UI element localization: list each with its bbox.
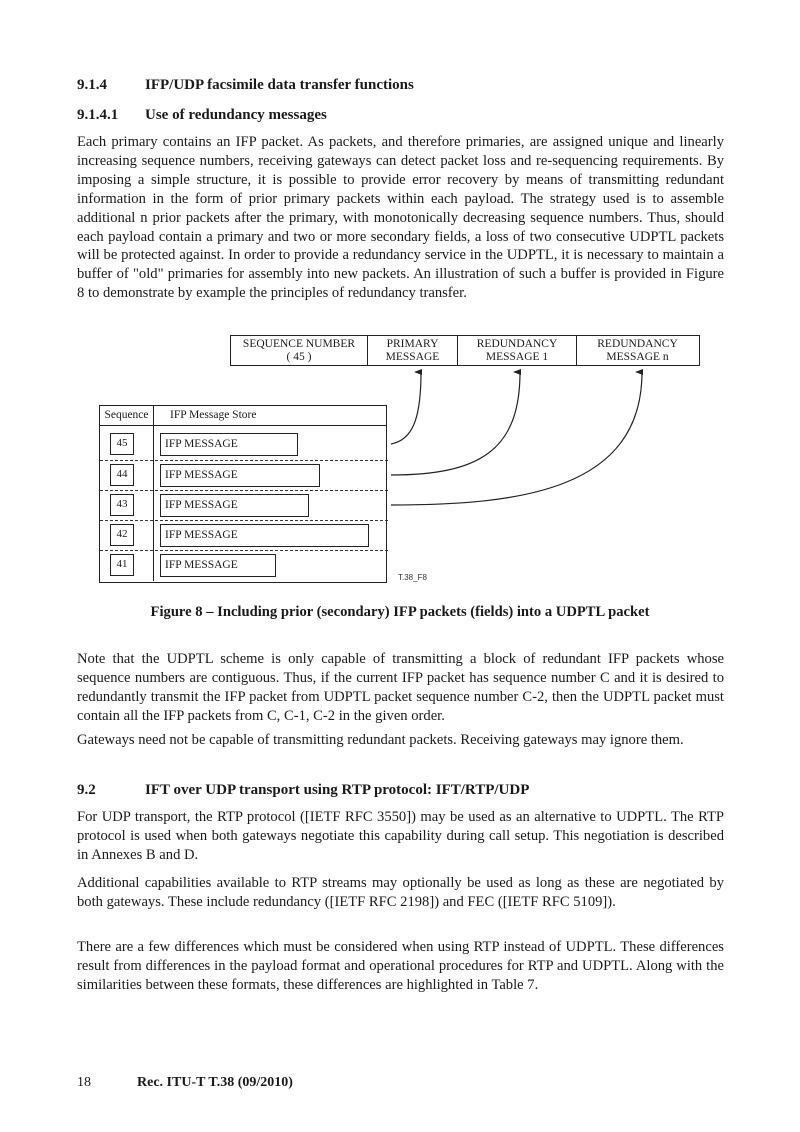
store-row [100, 489, 386, 519]
sequence-box: 42 [110, 524, 134, 546]
packet-field-redundancy-message-n [577, 336, 698, 365]
field-label: MESSAGE 1 [485, 350, 549, 363]
recommendation-id: Rec. ITU-T T.38 (09/2010) [137, 1075, 293, 1090]
field-label: REDUNDANCY [476, 338, 558, 350]
packet-field-redundancy-message-1 [458, 336, 577, 365]
udptl-packet-diagram [230, 335, 700, 366]
field-label: PRIMARY [386, 338, 439, 350]
section-title: IFP/UDP facsimile data transfer functions [145, 77, 414, 93]
packet-field-primary-message [368, 336, 458, 365]
ifp-message-box: IFP MESSAGE [160, 494, 309, 517]
paragraph-redundancy-intro: Each primary contains an IFP packet. As packets, and therefore primaries, are assigned unique and linearly increasing sequence numbers, receiving gateways can detect packet loss and re-sequencing requirements. By imposing a simple structure, it is possible to provide error recovery by means of transmitting redundant information in the form of prior primary packets within each payload. The strategy used is to assemble additional n prior packets after the primary, with monotonically decreasing sequence numbers. Thus, should each payload contain a primary and two or more secondary fields, a loss of two consecutive UDPTL packets will be protected against. In order to provide a redundancy service in the UDPTL, it is necessary to maintain a buffer of "old" primaries for assembly into new packets. An illustration of such a buffer is provided in Figure 8 to demonstrate by example the principles of redundancy transfer. [77, 134, 724, 302]
store-row [100, 428, 386, 458]
sequence-box: 44 [110, 464, 134, 486]
packet-field-sequence-number [231, 336, 368, 365]
section-title: IFT over UDP transport using RTP protocol: IFT/RTP/UDP [145, 782, 530, 798]
section-number: 9.1.4.1 [77, 107, 119, 123]
field-label: MESSAGE [385, 350, 440, 363]
store-row [100, 519, 386, 549]
paragraph-contiguous-note: Note that the UDPTL scheme is only capable of transmitting a block of redundant IFP packets whose sequence numbers are contiguous. Thus, if the current IFP packet has sequence number C and it is desired to redundantly transmit the IFP packet from UDPTL packet sequence number C-2, then the UDPTL packet must contain all the IFP packets from C, C-1, C-2 in the given order. [77, 651, 724, 724]
ifp-message-box: IFP MESSAGE [160, 433, 298, 456]
sequence-box: 45 [110, 433, 134, 455]
paragraph-differences: There are a few differences which must be considered when using RTP instead of UDPTL. These differences result from differences in the payload format and operational procedures for RTP and UDPTL. Along with the similarities between these formats, these differences are highlighted in Table 7. [77, 939, 724, 993]
ifp-message-box: IFP MESSAGE [160, 524, 369, 547]
section-title: Use of redundancy messages [145, 107, 327, 123]
paragraph-gateways-optional: Gateways need not be capable of transmitting redundant packets. Receiving gateways may ignore them. [77, 732, 684, 748]
figure-id: T.38_F8 [398, 573, 427, 582]
section-number: 9.1.4 [77, 77, 107, 93]
sequence-header: Sequence [100, 406, 154, 425]
ifp-message-store [99, 405, 387, 583]
section-heading-9-2 [77, 782, 529, 799]
sequence-box: 41 [110, 554, 134, 576]
paragraph-rtp-transport: For UDP transport, the RTP protocol ([IETF RFC 3550]) may be used as an alternative to UDPTL. The RTP protocol is used when both gateways negotiate this capability during call setup. This negotiation is described in Annexes B and D. [77, 809, 724, 863]
paragraph-additional-capabilities: Additional capabilities available to RTP streams may optionally be used as long as these are negotiated by both gateways. These include redundancy ([IETF RFC 2198]) and FEC ([IETF RFC 5109]). [77, 875, 724, 910]
page-number: 18 [77, 1075, 91, 1090]
arrow-redundancy-1 [391, 372, 520, 475]
arrow-primary [391, 372, 421, 444]
page-footer [77, 1075, 293, 1091]
field-label: MESSAGE n [606, 350, 669, 363]
section-number: 9.2 [77, 782, 96, 798]
arrow-redundancy-n [391, 372, 642, 505]
field-value: ( 45 ) [286, 350, 312, 363]
figure-caption: Figure 8 – Including prior (secondary) IFP packets (fields) into a UDPTL packet [150, 604, 650, 620]
ifp-message-box: IFP MESSAGE [160, 464, 320, 487]
section-heading-9-1-4-1 [77, 107, 327, 124]
sequence-box: 43 [110, 494, 134, 516]
message-store-header: IFP Message Store [170, 409, 257, 421]
ifp-message-box: IFP MESSAGE [160, 554, 276, 577]
store-header [100, 406, 386, 426]
field-label: REDUNDANCY [597, 338, 678, 350]
store-row [100, 459, 386, 489]
store-row [100, 549, 386, 579]
section-heading-9-1-4 [77, 77, 414, 94]
field-label: SEQUENCE NUMBER [242, 338, 356, 350]
